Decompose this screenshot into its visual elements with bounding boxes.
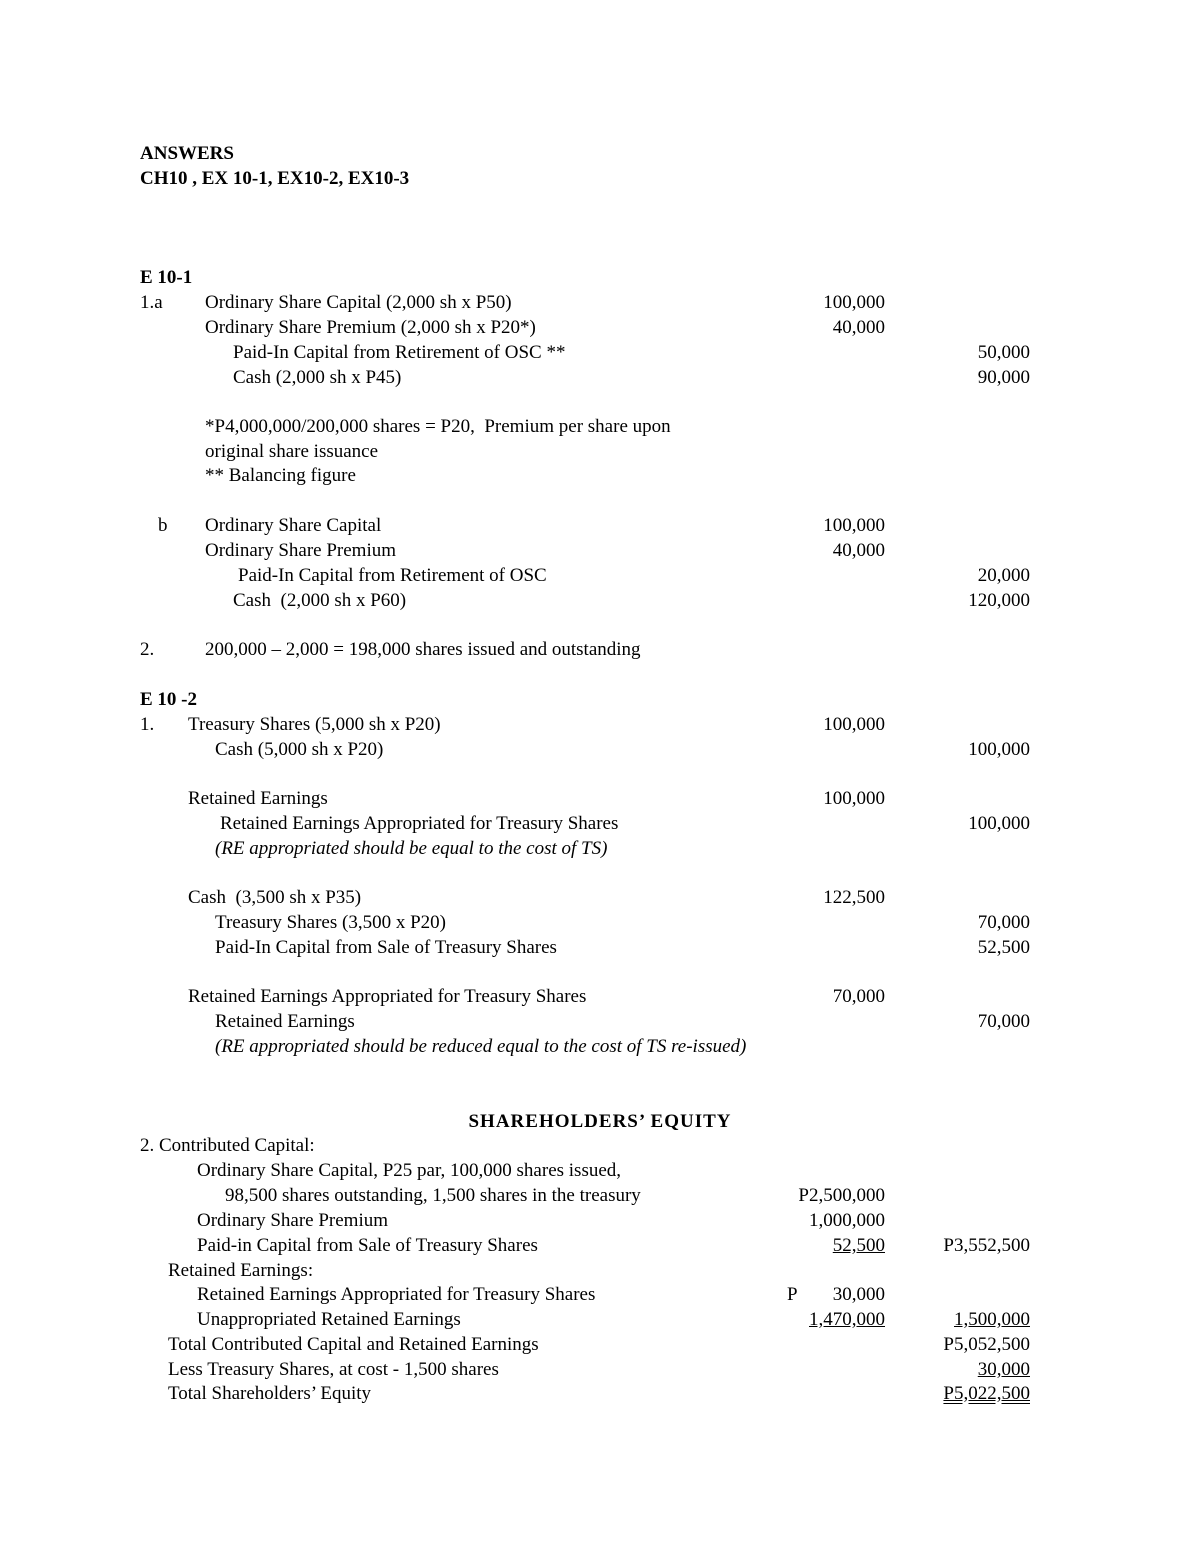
debit-amount: 122,500: [823, 887, 885, 908]
debit-amount: 70,000: [832, 986, 885, 1007]
journal-row: [0, 737, 1200, 763]
debit-amount: 40,000: [832, 540, 885, 561]
explanation-note: (RE appropriated should be reduced equal to the cost of TS re-issued): [215, 1036, 747, 1057]
footnote: *P4,000,000/200,000 shares = P20, Premium per share upon: [205, 416, 671, 437]
equity-row: Unappropriated Retained Earnings 1,470,000 1,500,000: [0, 1307, 1200, 1333]
credit-amount: 50,000: [977, 342, 1030, 363]
item-label: 2.: [140, 639, 155, 660]
debit-amount: 40,000: [832, 317, 885, 338]
equity-row: Retained Earnings Appropriated for Treasury Shares P 30,000: [0, 1282, 1200, 1308]
equity-row: Ordinary Share Premium 1,000,000: [0, 1208, 1200, 1234]
credit-amount: 70,000: [977, 1011, 1030, 1032]
equity-row: Ordinary Share Capital, P25 par, 100,000 shares issued,: [197, 1160, 622, 1181]
account-name: Retained Earnings Appropriated for Treasury Shares: [188, 986, 587, 1007]
account-name: Treasury Shares (3,500 x P20): [215, 912, 446, 933]
account-name: Treasury Shares (5,000 sh x P20): [188, 714, 441, 735]
amount: 52,500: [832, 1235, 885, 1256]
shares-outstanding-line: 2. 200,000 – 2,000 = 198,000 shares issued and outstanding: [0, 637, 1200, 663]
amount: 1,000,000: [809, 1210, 885, 1231]
equity-row: Less Treasury Shares, at cost - 1,500 shares 30,000: [0, 1357, 1200, 1383]
journal-row: [0, 935, 1200, 961]
journal-row: [0, 984, 1200, 1010]
credit-amount: 90,000: [977, 367, 1030, 388]
debit-amount: 100,000: [823, 788, 885, 809]
credit-amount: 100,000: [968, 813, 1030, 834]
amount: P2,500,000: [798, 1185, 885, 1206]
credit-amount: 20,000: [977, 565, 1030, 586]
credit-amount: 52,500: [977, 937, 1030, 958]
journal-row: [0, 786, 1200, 812]
subtotal: 30,000: [977, 1359, 1030, 1380]
subtotal: P5,052,500: [943, 1334, 1030, 1355]
footnote: original share issuance: [205, 441, 379, 462]
journal-row: [0, 538, 1200, 564]
journal-row: [0, 712, 1200, 738]
e10-1-heading: E 10-1: [140, 267, 193, 288]
item-label: 1.a: [140, 292, 163, 313]
subtotal: P3,552,500: [943, 1235, 1030, 1256]
account-name: Cash (2,000 sh x P60): [233, 590, 407, 611]
equity-total-row: Total Shareholders’ Equity P5,022,500: [0, 1381, 1200, 1407]
account-name: Retained Earnings: [188, 788, 328, 809]
equity-row: Retained Earnings:: [168, 1260, 314, 1281]
account-name: Ordinary Share Premium (2,000 sh x P20*): [205, 317, 536, 338]
equity-row: 2. Contributed Capital:: [140, 1135, 315, 1156]
journal-row: [0, 811, 1200, 837]
explanation-note: (RE appropriated should be equal to the cost of TS): [215, 838, 608, 859]
journal-row: [0, 588, 1200, 614]
account-name: Cash (5,000 sh x P20): [215, 739, 384, 760]
journal-row: [0, 290, 1200, 316]
debit-amount: 100,000: [823, 292, 885, 313]
equity-row: 98,500 shares outstanding, 1,500 shares in the treasury P2,500,000: [0, 1183, 1200, 1209]
item-label: b: [158, 515, 168, 536]
account-name: Ordinary Share Premium: [205, 540, 397, 561]
subtotal: 1,500,000: [954, 1309, 1030, 1330]
journal-row: [0, 563, 1200, 589]
account-name: Paid-In Capital from Sale of Treasury Shares: [215, 937, 557, 958]
document-subtitle: CH10 , EX 10-1, EX10-2, EX10-3: [140, 168, 410, 189]
e10-2-heading: E 10 -2: [140, 689, 197, 710]
grand-total: P5,022,500: [943, 1383, 1030, 1404]
account-name: Cash (2,000 sh x P45): [233, 367, 402, 388]
journal-row: [0, 365, 1200, 391]
journal-row: [0, 315, 1200, 341]
journal-row: [0, 910, 1200, 936]
account-name: Cash (3,500 sh x P35): [188, 887, 362, 908]
account-name: Paid-In Capital from Retirement of OSC: [238, 565, 547, 586]
account-name: Retained Earnings: [215, 1011, 355, 1032]
item-label: 1.: [140, 714, 155, 735]
debit-amount: 100,000: [823, 515, 885, 536]
account-name: Paid-In Capital from Retirement of OSC **: [233, 342, 566, 363]
account-name: Ordinary Share Capital: [205, 515, 382, 536]
document-title: ANSWERS: [140, 143, 234, 164]
credit-amount: 100,000: [968, 739, 1030, 760]
journal-row: [0, 885, 1200, 911]
equity-row: Total Contributed Capital and Retained Earnings P5,052,500: [0, 1332, 1200, 1358]
amount: 30,000: [832, 1284, 885, 1305]
amount: 1,470,000: [809, 1309, 885, 1330]
credit-amount: 120,000: [968, 590, 1030, 611]
equity-row: Paid-in Capital from Sale of Treasury Shares 52,500 P3,552,500: [0, 1233, 1200, 1259]
debit-amount: 100,000: [823, 714, 885, 735]
equity-title: SHAREHOLDERS’ EQUITY: [468, 1111, 732, 1132]
credit-amount: 70,000: [977, 912, 1030, 933]
journal-row: [0, 513, 1200, 539]
journal-row: [0, 340, 1200, 366]
footnote: ** Balancing figure: [205, 465, 356, 486]
account-name: Retained Earnings Appropriated for Treasury Shares: [220, 813, 619, 834]
account-name: Ordinary Share Capital (2,000 sh x P50): [205, 292, 512, 313]
journal-row: [0, 1009, 1200, 1035]
